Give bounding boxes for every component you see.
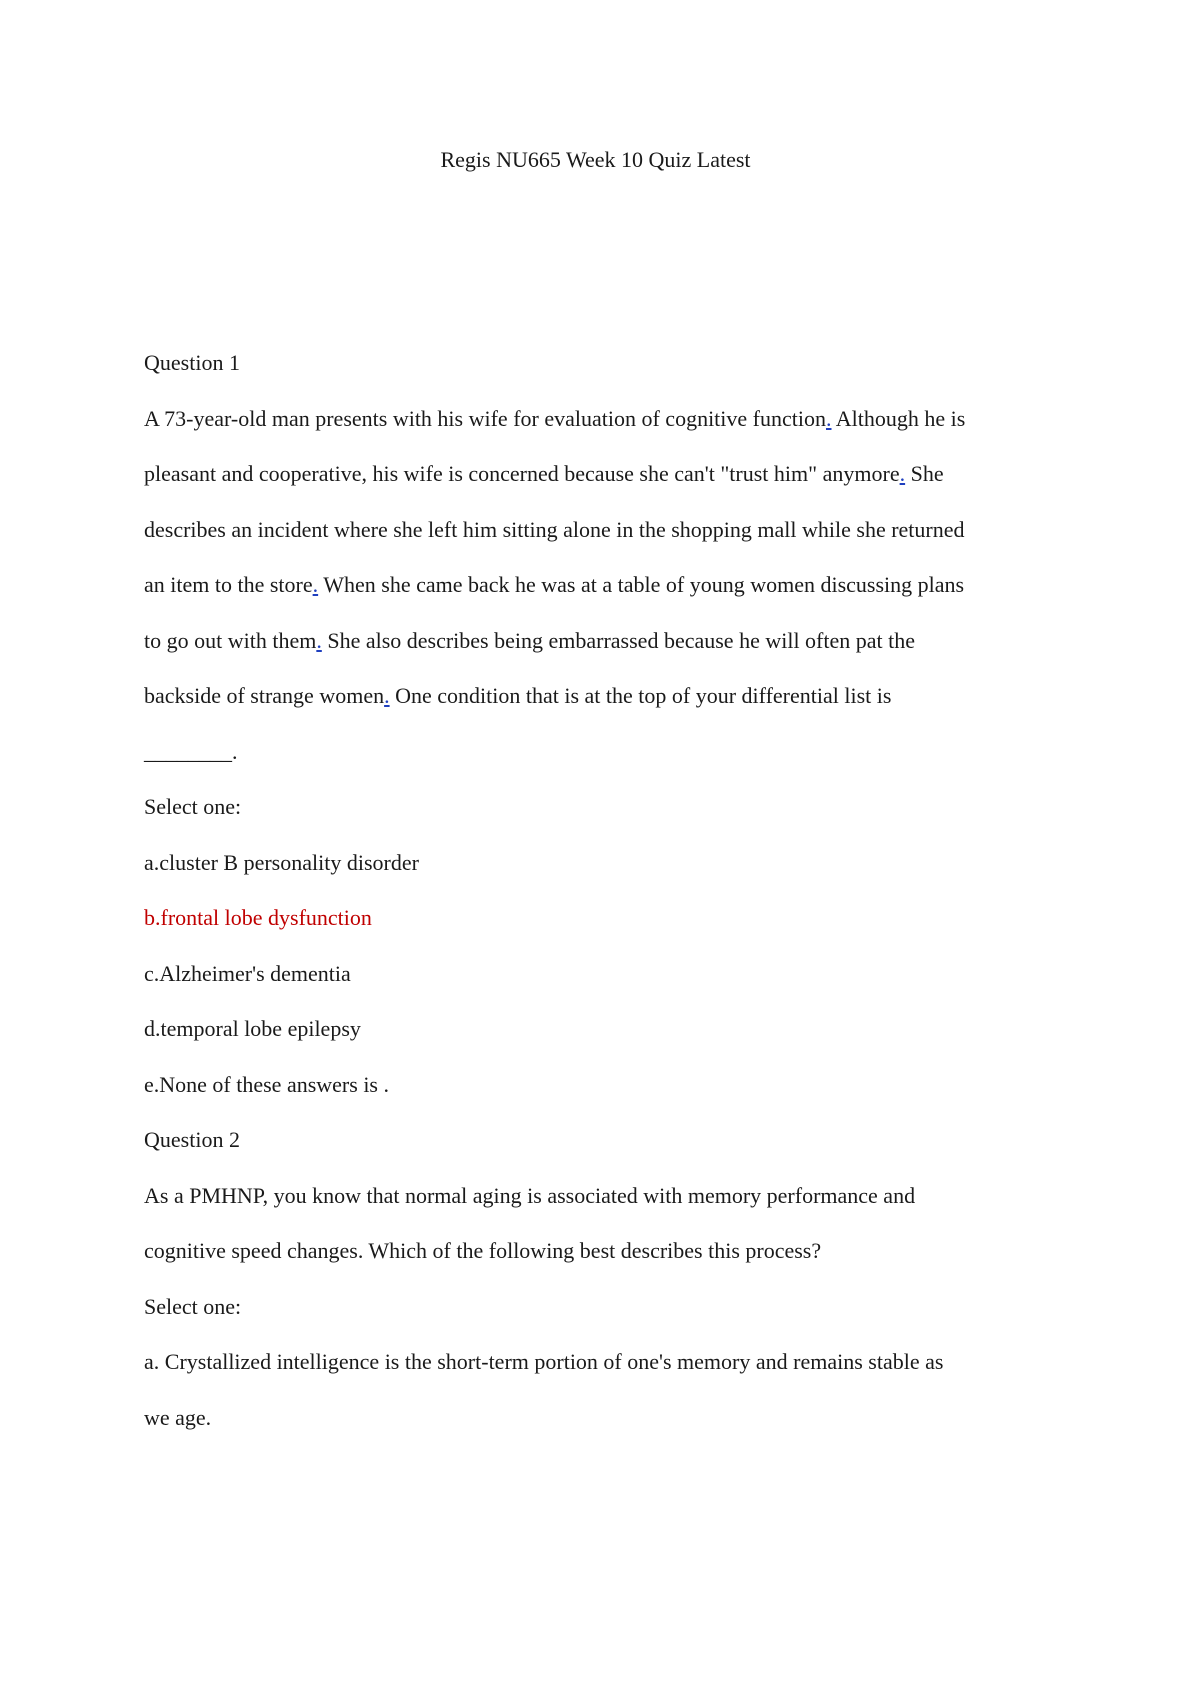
question-1-stem-line-3 xyxy=(144,502,1054,558)
question-2-select-label: Select one: xyxy=(144,1293,242,1319)
stem-text: She also describes being embarrassed because he will often pat the xyxy=(321,627,916,653)
stem-period: . xyxy=(312,572,319,597)
stem-period: . xyxy=(384,683,390,708)
question-1-option-b-correct: b.frontal lobe dysfunction xyxy=(144,905,372,930)
stem-period: . xyxy=(316,627,322,653)
stem-text: describes an incident where she left him sitting alone in the shopping mall while she returned xyxy=(144,516,965,542)
stem-period: . xyxy=(826,405,832,431)
stem-text: backside of strange women xyxy=(144,683,385,708)
question-2-option-a-continued: we age. xyxy=(144,1404,212,1430)
question-2-stem-line-2: cognitive speed changes. Which of the following best describes this process? xyxy=(144,1238,822,1263)
stem-period: . xyxy=(899,461,906,486)
question-1-option-e: e.None of these answers is . xyxy=(144,1071,389,1097)
question-1-option-d: d.temporal lobe epilepsy xyxy=(144,1016,361,1041)
question-2-label: Question 2 xyxy=(144,1127,240,1152)
question-1-option-a: a.cluster B personality disorder xyxy=(144,849,419,875)
answer-blank: ________. xyxy=(144,738,238,764)
stem-text: A 73-year-old man presents with his wife for evaluation of cognitive function xyxy=(144,405,826,431)
question-1-stem-line-1 xyxy=(144,391,1054,447)
question-1-stem-line-4 xyxy=(144,557,1054,613)
question-1-stem-line-6 xyxy=(144,668,1054,724)
question-2-stem-line-1: As a PMHNP, you know that normal aging is associated with memory performance and xyxy=(144,1182,916,1208)
stem-text: Although he is xyxy=(831,405,966,431)
stem-text: to go out with them xyxy=(144,627,317,653)
stem-text: One condition that is at the top of your differential list is xyxy=(389,683,892,708)
question-1-select-label: Select one: xyxy=(144,794,242,819)
quiz-content xyxy=(144,335,1054,1445)
question-1-blank xyxy=(144,724,1054,780)
stem-text: pleasant and cooperative, his wife is concerned because she can't "trust him" anymore xyxy=(144,461,900,486)
stem-text: She xyxy=(905,461,944,486)
stem-text: When she came back he was at a table of young women discussing plans xyxy=(318,572,965,597)
question-1-stem-line-5 xyxy=(144,613,1054,669)
question-1-option-c: c.Alzheimer's dementia xyxy=(144,960,351,986)
question-1-label: Question 1 xyxy=(144,350,240,375)
question-2-option-a: a. Crystallized intelligence is the short-term portion of one's memory and remains stable as xyxy=(144,1349,944,1374)
document-title: Regis NU665 Week 10 Quiz Latest xyxy=(440,147,751,172)
question-1-stem-line-2 xyxy=(144,446,1054,502)
stem-text: an item to the store xyxy=(144,572,313,597)
